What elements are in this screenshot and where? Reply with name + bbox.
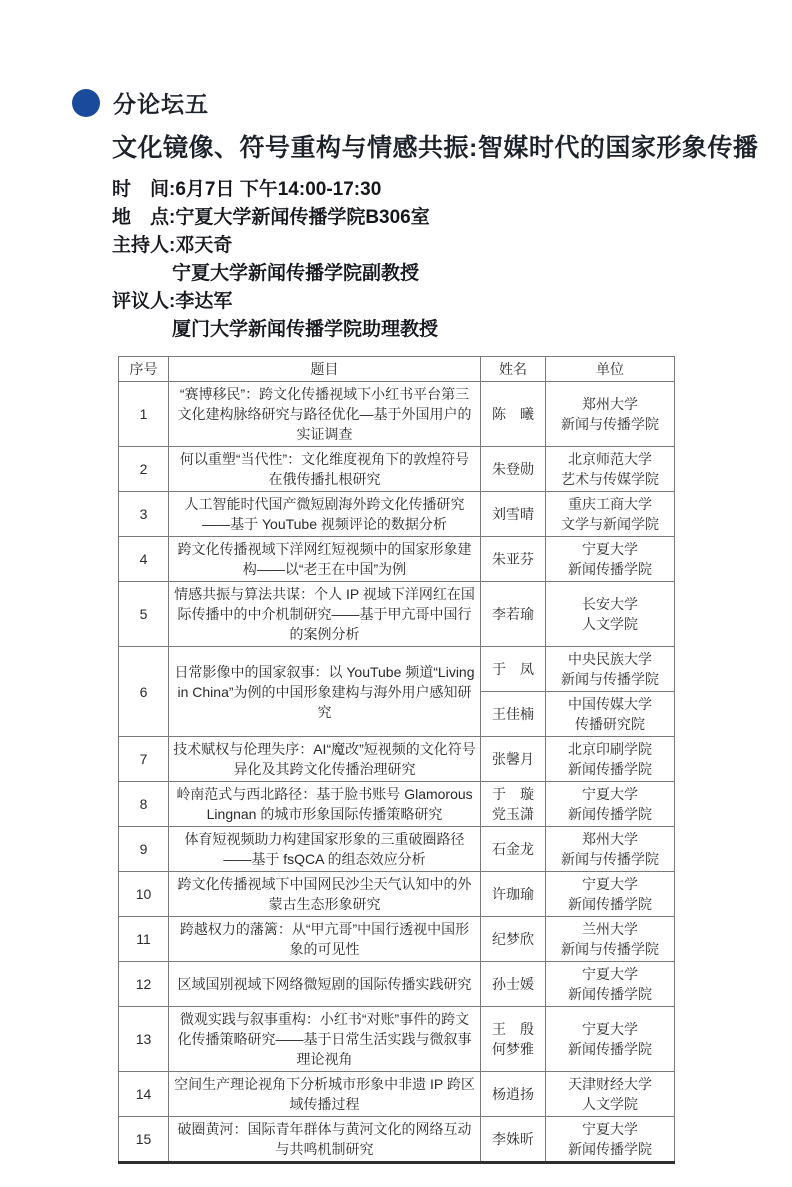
paper-title-cell: “赛博移民”：跨文化传播视域下小红书平台第三文化建构脉络研究与路径优化—基于外国用户的实证调查 [169, 382, 481, 447]
row-number-cell: 3 [119, 492, 169, 537]
affiliation-cell: 宁夏大学 新闻传播学院 [546, 1117, 675, 1163]
table-row [119, 1007, 675, 1072]
meta-time [112, 176, 792, 204]
paper-title-cell: 空间生产理论视角下分析城市形象中非遗 IP 跨区域传播过程 [169, 1072, 481, 1117]
paper-title-cell: 跨文化传播视域下洋网红短视频中的国家形象建构——以“老王在中国”为例 [169, 537, 481, 582]
column-header-unit: 单位 [546, 357, 675, 382]
author-name-cell: 刘雪晴 [481, 492, 546, 537]
author-name-cell: 陈 曦 [481, 382, 546, 447]
author-name-cell: 杨逍扬 [481, 1072, 546, 1117]
author-name-cell: 许珈瑜 [481, 872, 546, 917]
meta-time-label: 时 间: [112, 179, 176, 200]
table-row [119, 827, 675, 872]
table-row [119, 737, 675, 782]
meta-discussant [112, 288, 792, 316]
author-name-cell: 李若瑜 [481, 582, 546, 647]
table-row [119, 537, 675, 582]
column-header-name: 姓名 [481, 357, 546, 382]
paper-title-cell: 人工智能时代国产微短剧海外跨文化传播研究——基于 YouTube 视频评论的数据分析 [169, 492, 481, 537]
author-name-cell: 李姝昕 [481, 1117, 546, 1163]
meta-time-value: 6月7日 下午14:00-17:30 [175, 179, 382, 200]
row-number-cell: 4 [119, 537, 169, 582]
affiliation-cell: 中国传媒大学 传播研究院 [546, 692, 675, 737]
paper-title-cell: 跨越权力的藩篱：从“甲亢哥”中国行透视中国形象的可见性 [169, 917, 481, 962]
row-number-cell: 11 [119, 917, 169, 962]
meta-location-label: 地 点: [112, 207, 176, 228]
row-number-cell: 9 [119, 827, 169, 872]
row-number-cell: 15 [119, 1117, 169, 1163]
affiliation-cell: 中央民族大学 新闻与传播学院 [546, 647, 675, 692]
table-row [119, 962, 675, 1007]
section-bullet-icon [72, 89, 100, 117]
paper-title-cell: 日常影像中的国家叙事：以 YouTube 频道“Living in China”为例的中国形象建构与海外用户感知研究 [169, 647, 481, 737]
row-number-cell: 1 [119, 382, 169, 447]
affiliation-cell: 重庆工商大学 文学与新闻学院 [546, 492, 675, 537]
affiliation-cell: 北京师范大学 艺术与传媒学院 [546, 447, 675, 492]
paper-title-cell: 区域国别视域下网络微短剧的国际传播实践研究 [169, 962, 481, 1007]
meta-discussant-name: 李达军 [175, 291, 233, 312]
program-table [118, 356, 675, 1164]
affiliation-cell: 郑州大学 新闻与传播学院 [546, 382, 675, 447]
meta-host-affiliation: 宁夏大学新闻传播学院副教授 [172, 263, 420, 284]
affiliation-cell: 宁夏大学 新闻传播学院 [546, 872, 675, 917]
paper-title-cell: 岭南范式与西北路径：基于脸书账号 Glamorous Lingnan 的城市形象国际传播策略研究 [169, 782, 481, 827]
table-header-row [119, 357, 675, 382]
column-header-title: 题目 [169, 357, 481, 382]
section-label: 分论坛五 [113, 91, 209, 117]
meta-block [112, 176, 792, 344]
meta-discussant-label: 评议人: [112, 291, 176, 312]
affiliation-cell: 宁夏大学 新闻传播学院 [546, 537, 675, 582]
row-number-cell: 8 [119, 782, 169, 827]
author-name-cell: 石金龙 [481, 827, 546, 872]
table-row [119, 492, 675, 537]
column-header-no: 序号 [119, 357, 169, 382]
author-name-cell: 朱亚芬 [481, 537, 546, 582]
meta-location [112, 204, 792, 232]
affiliation-cell: 宁夏大学 新闻传播学院 [546, 1007, 675, 1072]
affiliation-cell: 天津财经大学 人文学院 [546, 1072, 675, 1117]
affiliation-cell: 郑州大学 新闻与传播学院 [546, 827, 675, 872]
row-number-cell: 2 [119, 447, 169, 492]
affiliation-cell: 兰州大学 新闻与传播学院 [546, 917, 675, 962]
meta-host [112, 232, 792, 260]
forum-title: 文化镜像、符号重构与情感共振:智媒时代的国家形象传播 [112, 134, 759, 162]
table-row [119, 647, 675, 692]
table-row [119, 782, 675, 827]
row-number-cell: 10 [119, 872, 169, 917]
paper-title-cell: 体育短视频助力构建国家形象的三重破圈路径——基于 fsQCA 的组态效应分析 [169, 827, 481, 872]
row-number-cell: 7 [119, 737, 169, 782]
table-row [119, 582, 675, 647]
table-row [119, 382, 675, 447]
row-number-cell: 5 [119, 582, 169, 647]
paper-title-cell: 情感共振与算法共谋：个人 IP 视域下洋网红在国际传播中的中介机制研究——基于甲亢哥中国行的案例分析 [169, 582, 481, 647]
affiliation-cell: 北京印刷学院 新闻传播学院 [546, 737, 675, 782]
row-number-cell: 13 [119, 1007, 169, 1072]
author-name-cell: 于 凤 [481, 647, 546, 692]
paper-title-cell: 破圈黄河：国际青年群体与黄河文化的网络互动与共鸣机制研究 [169, 1117, 481, 1163]
paper-title-cell: 微观实践与叙事重构：小红书“对账”事件的跨文化传播策略研究——基于日常生活实践与微叙事理论视角 [169, 1007, 481, 1072]
program-table-body [119, 382, 675, 1163]
author-name-cell: 孙士媛 [481, 962, 546, 1007]
author-name-cell: 于 璇 党玉潇 [481, 782, 546, 827]
meta-location-value: 宁夏大学新闻传播学院B306室 [175, 207, 430, 228]
table-row [119, 1072, 675, 1117]
section-heading [72, 86, 792, 119]
meta-host-label: 主持人: [112, 235, 176, 256]
paper-title-cell: 技术赋权与伦理失序：AI“魔改”短视频的文化符号异化及其跨文化传播治理研究 [169, 737, 481, 782]
author-name-cell: 纪梦欣 [481, 917, 546, 962]
row-number-cell: 12 [119, 962, 169, 1007]
table-row [119, 872, 675, 917]
author-name-cell: 王佳楠 [481, 692, 546, 737]
table-row [119, 1117, 675, 1163]
affiliation-cell: 宁夏大学 新闻传播学院 [546, 962, 675, 1007]
paper-title-cell: 跨文化传播视域下中国网民沙尘天气认知中的外蒙古生态形象研究 [169, 872, 481, 917]
table-row [119, 917, 675, 962]
row-number-cell: 6 [119, 647, 169, 737]
author-name-cell: 张馨月 [481, 737, 546, 782]
paper-title-cell: 何以重塑“当代性”：文化维度视角下的敦煌符号在俄传播扎根研究 [169, 447, 481, 492]
row-number-cell: 14 [119, 1072, 169, 1117]
author-name-cell: 王 殷 何梦雅 [481, 1007, 546, 1072]
affiliation-cell: 长安大学 人文学院 [546, 582, 675, 647]
affiliation-cell: 宁夏大学 新闻传播学院 [546, 782, 675, 827]
author-name-cell: 朱登勋 [481, 447, 546, 492]
meta-discussant-affiliation: 厦门大学新闻传播学院助理教授 [172, 319, 439, 340]
meta-host-name: 邓天奇 [175, 235, 233, 256]
table-row [119, 447, 675, 492]
